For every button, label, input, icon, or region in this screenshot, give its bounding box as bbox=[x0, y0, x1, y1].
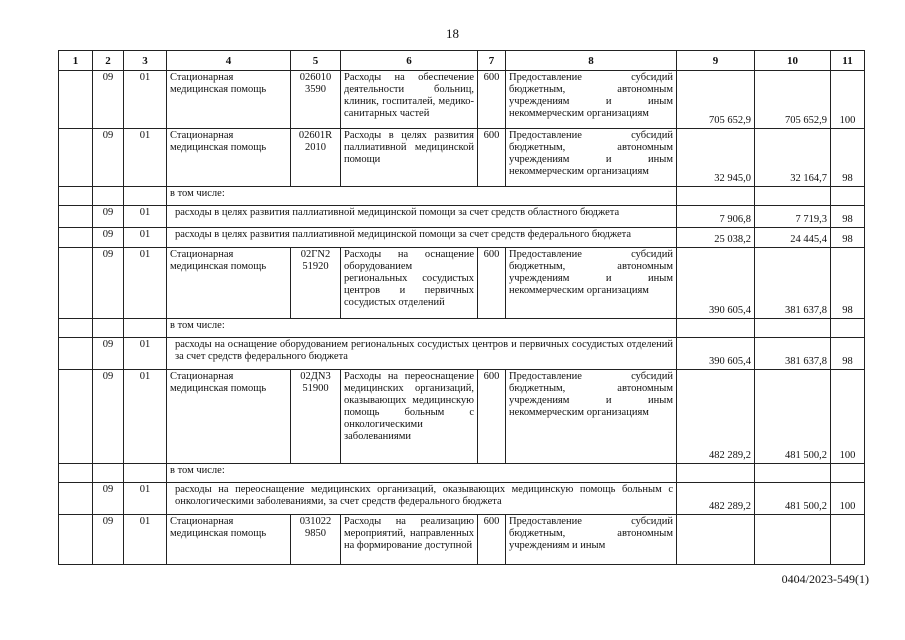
cell-kind-name: Предоставление субсидий бюджетным, автономным учреждениям и иным некоммерческим организациям bbox=[506, 129, 677, 187]
cell-kind: 600 bbox=[478, 515, 506, 565]
table-row bbox=[59, 515, 865, 565]
cell-fact: 705 652,9 bbox=[755, 71, 831, 129]
cell-name: Стационарная медицинская помощь bbox=[167, 248, 291, 319]
cell-subsection: 01 bbox=[124, 129, 167, 187]
cell-subsection: 01 bbox=[124, 515, 167, 565]
cell-plan: 32 945,0 bbox=[677, 129, 755, 187]
cell-percent: 98 bbox=[831, 129, 865, 187]
cell-name: Стационарная медицинская помощь bbox=[167, 515, 291, 565]
cell-kind-name: Предоставление субсидий бюджетным, автономным учреждениям и иным некоммерческим организациям bbox=[506, 248, 677, 319]
cell-description: Расходы на обеспечение деятельности больниц, клиник, госпиталей, медико-санитарных частей bbox=[341, 71, 478, 129]
document-code: 0404/2023-549(1) bbox=[781, 572, 869, 586]
cell-code: 031022 9850 bbox=[291, 515, 341, 565]
col-header: 7 bbox=[478, 51, 506, 71]
cell-fact: 381 637,8 bbox=[755, 338, 831, 370]
cell-percent bbox=[831, 515, 865, 565]
cell-percent: 100 bbox=[831, 71, 865, 129]
cell-fact: 381 637,8 bbox=[755, 248, 831, 319]
cell-kind: 600 bbox=[478, 71, 506, 129]
cell-kind: 600 bbox=[478, 370, 506, 464]
col-header: 10 bbox=[755, 51, 831, 71]
cell-plan: 705 652,9 bbox=[677, 71, 755, 129]
cell-plan: 482 289,2 bbox=[677, 483, 755, 515]
cell-section: 09 bbox=[93, 228, 124, 248]
cell-description: расходы на оснащение оборудованием региональных сосудистых центров и первичных сосудистых отделений за счет средств федерального бюджета bbox=[167, 338, 677, 370]
cell-plan: 482 289,2 bbox=[677, 370, 755, 464]
cell-plan: 25 038,2 bbox=[677, 228, 755, 248]
cell-code: 026010 3590 bbox=[291, 71, 341, 129]
cell-plan: 7 906,8 bbox=[677, 206, 755, 228]
cell-kind-name: Предоставление субсидий бюджетным, автономным учреждениям и иным некоммерческим организациям bbox=[506, 71, 677, 129]
cell-plan: 390 605,4 bbox=[677, 248, 755, 319]
cell-percent: 98 bbox=[831, 206, 865, 228]
table-row bbox=[59, 464, 865, 483]
cell-percent: 98 bbox=[831, 228, 865, 248]
cell-fact: 32 164,7 bbox=[755, 129, 831, 187]
header-row bbox=[59, 51, 865, 71]
cell-fact: 7 719,3 bbox=[755, 206, 831, 228]
cell-kind: 600 bbox=[478, 129, 506, 187]
cell-section: 09 bbox=[93, 370, 124, 464]
cell-description: Расходы на переоснащение медицинских организаций, оказывающих медицинскую помощь больным с онкологическими заболеваниями bbox=[341, 370, 478, 464]
cell-section: 09 bbox=[93, 338, 124, 370]
cell-name: Стационарная медицинская помощь bbox=[167, 71, 291, 129]
cell-description: расходы в целях развития паллиативной медицинской помощи за счет средств федерального бюджета bbox=[167, 228, 677, 248]
cell-name: Стационарная медицинская помощь bbox=[167, 129, 291, 187]
cell-kind-name: Предоставление субсидий бюджетным, автономным учреждениям и иным bbox=[506, 515, 677, 565]
table-row bbox=[59, 206, 865, 228]
cell-code: 02ГN2 51920 bbox=[291, 248, 341, 319]
col-header: 11 bbox=[831, 51, 865, 71]
cell-kind: 600 bbox=[478, 248, 506, 319]
col-header: 5 bbox=[291, 51, 341, 71]
cell-section: 09 bbox=[93, 206, 124, 228]
table-row bbox=[59, 129, 865, 187]
cell-description: Расходы в целях развития паллиативной медицинской помощи bbox=[341, 129, 478, 187]
table-row bbox=[59, 319, 865, 338]
col-header: 4 bbox=[167, 51, 291, 71]
cell-plan bbox=[677, 515, 755, 565]
cell-description: Расходы на оснащение оборудованием региональных сосудистых центров и первичных сосудистых отделений bbox=[341, 248, 478, 319]
budget-table bbox=[58, 50, 865, 565]
table-row bbox=[59, 338, 865, 370]
cell-section: 09 bbox=[93, 248, 124, 319]
col-header: 6 bbox=[341, 51, 478, 71]
cell-plan: 390 605,4 bbox=[677, 338, 755, 370]
cell-fact: 24 445,4 bbox=[755, 228, 831, 248]
table-row bbox=[59, 187, 865, 206]
cell-subsection: 01 bbox=[124, 228, 167, 248]
col-header: 2 bbox=[93, 51, 124, 71]
cell-fact: 481 500,2 bbox=[755, 483, 831, 515]
cell-label: в том числе: bbox=[167, 464, 677, 483]
cell-percent: 98 bbox=[831, 338, 865, 370]
cell-percent: 100 bbox=[831, 483, 865, 515]
cell-code: 02ДN3 51900 bbox=[291, 370, 341, 464]
cell-subsection: 01 bbox=[124, 483, 167, 515]
cell-description: расходы на переоснащение медицинских организаций, оказывающих медицинскую помощь больным с онкологическими заболеваниями, за счет средств федерального бюджета bbox=[167, 483, 677, 515]
cell-percent: 100 bbox=[831, 370, 865, 464]
table-row bbox=[59, 370, 865, 464]
cell-description: Расходы на реализацию мероприятий, направленных на формирование доступной bbox=[341, 515, 478, 565]
cell-description: расходы в целях развития паллиативной медицинской помощи за счет средств областного бюджета bbox=[167, 206, 677, 228]
col-header: 9 bbox=[677, 51, 755, 71]
cell-section: 09 bbox=[93, 515, 124, 565]
cell-subsection: 01 bbox=[124, 338, 167, 370]
cell-subsection: 01 bbox=[124, 248, 167, 319]
cell-label: в том числе: bbox=[167, 319, 677, 338]
cell-kind-name: Предоставление субсидий бюджетным, автономным учреждениям и иным некоммерческим организациям bbox=[506, 370, 677, 464]
table-row bbox=[59, 483, 865, 515]
table-row bbox=[59, 228, 865, 248]
page-number: 18 bbox=[446, 26, 459, 41]
cell-percent: 98 bbox=[831, 248, 865, 319]
cell-subsection: 01 bbox=[124, 71, 167, 129]
cell-label: в том числе: bbox=[167, 187, 677, 206]
table-row bbox=[59, 71, 865, 129]
cell-name: Стационарная медицинская помощь bbox=[167, 370, 291, 464]
cell-subsection: 01 bbox=[124, 206, 167, 228]
col-header: 1 bbox=[59, 51, 93, 71]
cell-section: 09 bbox=[93, 483, 124, 515]
col-header: 3 bbox=[124, 51, 167, 71]
cell-section: 09 bbox=[93, 71, 124, 129]
cell-fact bbox=[755, 515, 831, 565]
cell-section: 09 bbox=[93, 129, 124, 187]
col-header: 8 bbox=[506, 51, 677, 71]
table-row bbox=[59, 248, 865, 319]
cell-fact: 481 500,2 bbox=[755, 370, 831, 464]
cell-code: 02601R 2010 bbox=[291, 129, 341, 187]
cell-subsection: 01 bbox=[124, 370, 167, 464]
